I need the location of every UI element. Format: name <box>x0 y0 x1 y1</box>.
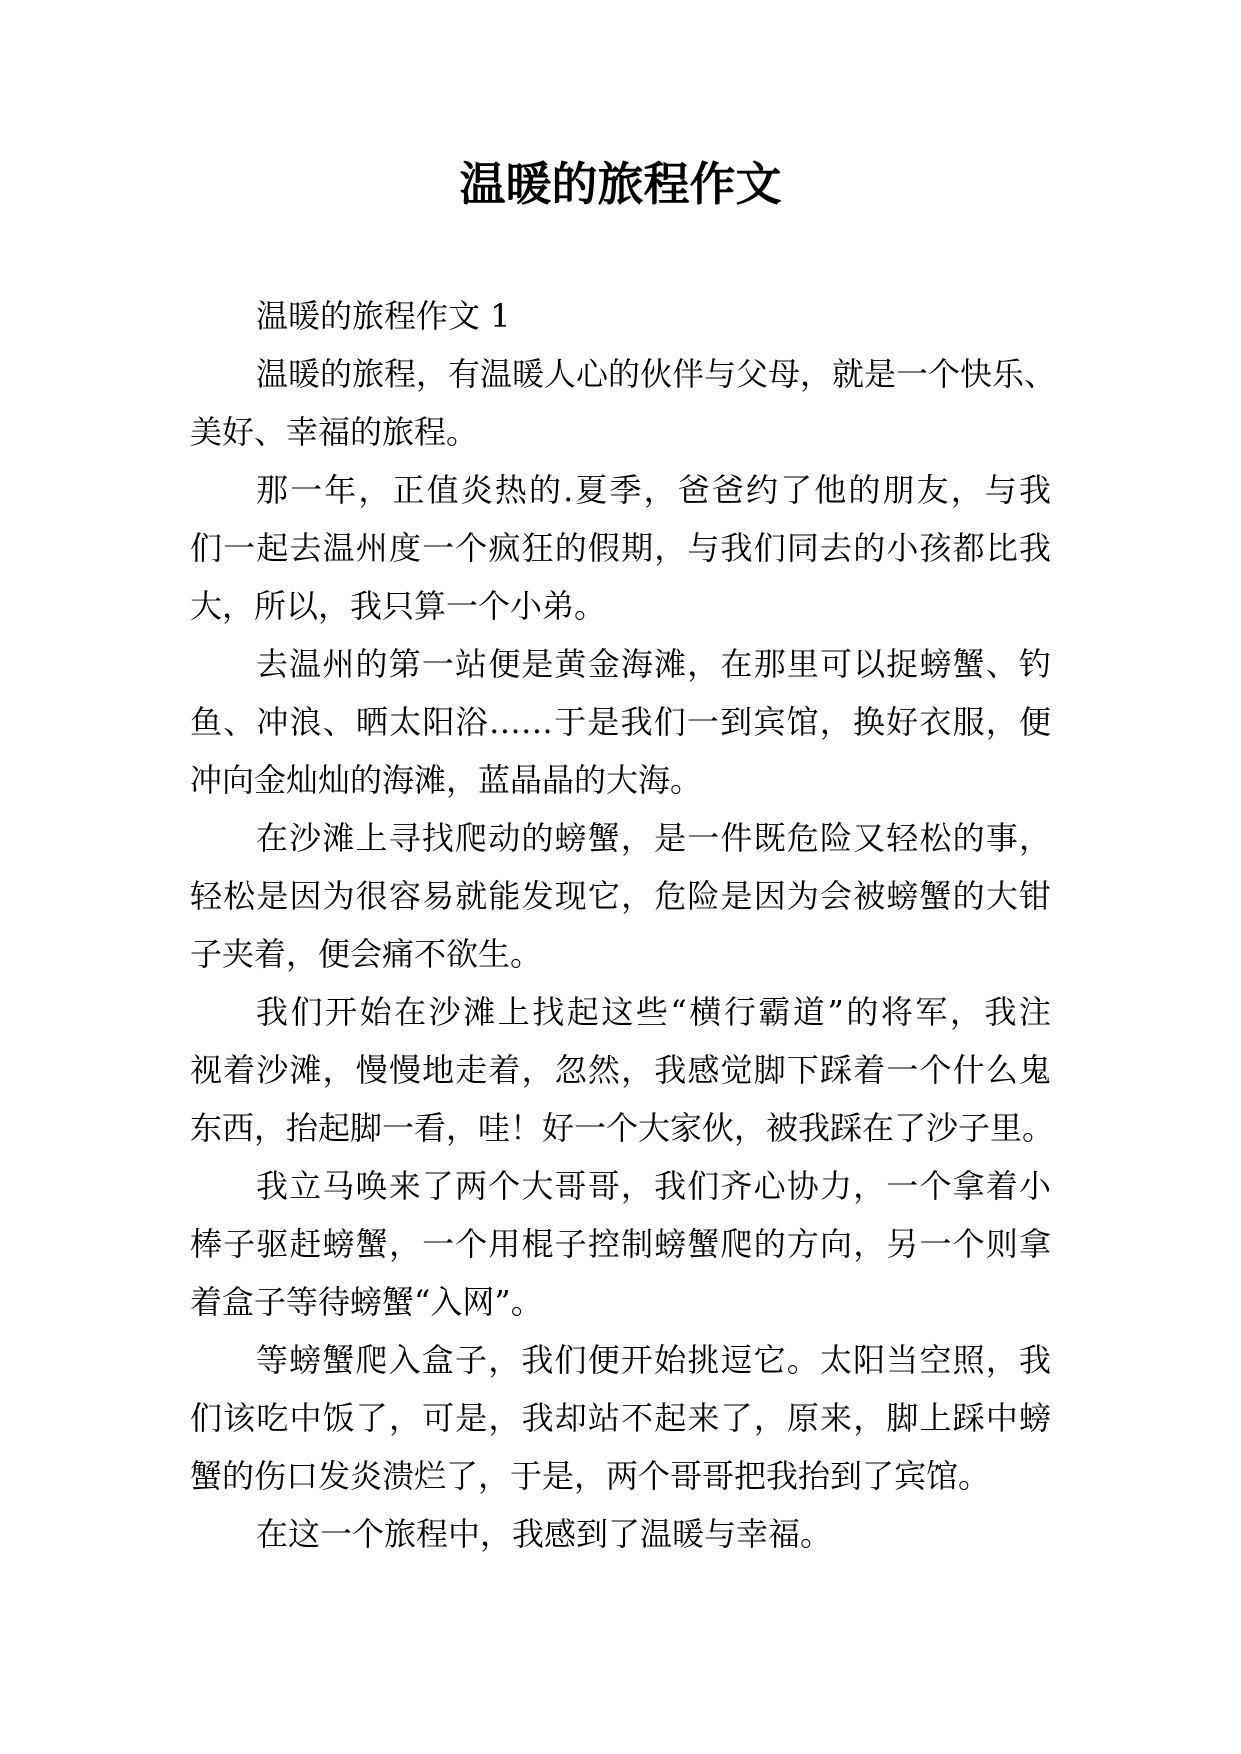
paragraph-line: 美好、幸福的旅程。 <box>190 413 479 451</box>
paragraph-line: 蟹的伤口发炎溃烂了，于是，两个哥哥把我抬到了宾馆。 <box>190 1457 991 1495</box>
section-heading-paragraph <box>190 287 1051 345</box>
document-title: 温暖的旅程作文 <box>459 157 782 211</box>
paragraph <box>190 1331 1051 1505</box>
paragraph-line: 们一起去温州度一个疯狂的假期，与我们同去的小孩都比我 <box>190 529 1051 567</box>
paragraph <box>190 983 1055 1157</box>
paragraph <box>190 809 1051 983</box>
paragraph-line: 东西，抬起脚一看，哇！好一个大家伙，被我踩在了沙子里。 <box>190 1109 1055 1147</box>
paragraph <box>190 1157 1051 1331</box>
paragraph <box>190 461 1051 635</box>
paragraph-line: 视着沙滩，慢慢地走着，忽然，我感觉脚下踩着一个什么鬼 <box>190 1051 1051 1089</box>
paragraph-line: 那一年，正值炎热的.夏季，爸爸约了他的朋友，与我 <box>256 471 1051 509</box>
paragraph-line: 去温州的第一站便是黄金海滩，在那里可以捉螃蟹、钓 <box>256 645 1051 683</box>
paragraph-line: 我立马唤来了两个大哥哥，我们齐心协力，一个拿着小 <box>256 1167 1051 1205</box>
paragraph <box>190 1505 1051 1563</box>
paragraph <box>190 345 1057 461</box>
paragraph-line: 轻松是因为很容易就能发现它，危险是因为会被螃蟹的大钳 <box>190 877 1051 915</box>
paragraph-line: 子夹着，便会痛不欲生。 <box>190 935 543 973</box>
paragraph-line: 我们开始在沙滩上找起这些“横行霸道”的将军，我注 <box>256 993 1051 1031</box>
paragraph-line: 们该吃中饭了，可是，我却站不起来了，原来，脚上踩中螃 <box>190 1399 1051 1437</box>
section-heading: 温暖的旅程作文 1 <box>256 297 511 335</box>
paragraph-line: 大，所以，我只算一个小弟。 <box>190 587 607 625</box>
paragraph-line: 等螃蟹爬入盒子，我们便开始挑逗它。太阳当空照，我 <box>256 1341 1051 1379</box>
paragraph-line: 着盒子等待螃蟹“入网”。 <box>190 1283 543 1321</box>
paragraph-line: 棒子驱赶螃蟹，一个用棍子控制螃蟹爬的方向，另一个则拿 <box>190 1225 1051 1263</box>
paragraph-line: 鱼、冲浪、晒太阳浴……于是我们一到宾馆，换好衣服，便 <box>190 703 1051 741</box>
paragraph-line: 冲向金灿灿的海滩，蓝晶晶的大海。 <box>190 761 703 799</box>
paragraph-line: 在这一个旅程中，我感到了温暖与幸福。 <box>256 1515 833 1553</box>
document-body <box>190 287 1057 1563</box>
paragraph-line: 温暖的旅程，有温暖人心的伙伴与父母，就是一个快乐、 <box>256 355 1057 393</box>
paragraph <box>190 635 1051 809</box>
paragraph-line: 在沙滩上寻找爬动的螃蟹，是一件既危险又轻松的事， <box>256 819 1051 857</box>
